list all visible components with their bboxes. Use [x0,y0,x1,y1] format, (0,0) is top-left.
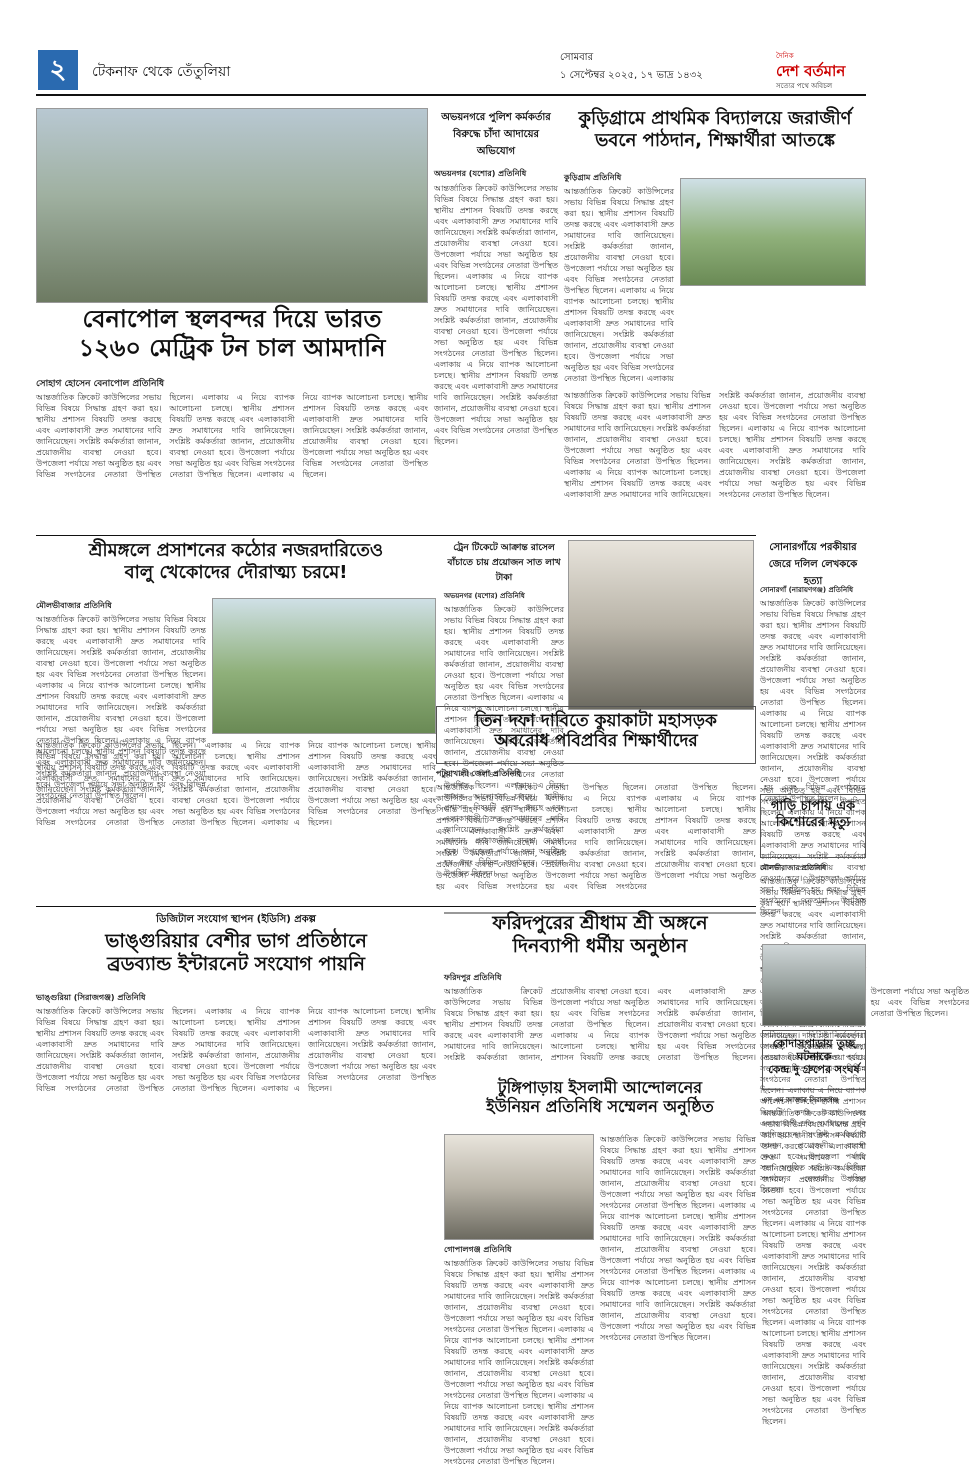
accident-body [760,876,866,936]
kodaspara-photo [762,944,866,1026]
bhangura-byline: ভাঙ্গুরিয়া (সিরাজগঞ্জ) প্রতিনিধি [36,993,146,1002]
tungipara-body-2 [600,1134,756,1362]
benapole-headline-line2: ১২৬০ মেট্রিক টন চাল আমদানি [78,333,386,362]
header-rule [36,94,866,96]
train-body [444,604,564,700]
benapole-headline-line1: বেনাপোল স্থলবন্দর দিয়ে ভারত [82,305,382,333]
kuakata-headline-line2: অবরোধ পবিপ্রবির শিক্ষার্থীদের [494,731,698,752]
srimangal-headline-line2: বালু খেকোদের দৌরাত্ম্য চরমে! [124,561,348,583]
section-title: টেকনাফ থেকে তেঁতুলিয়া [92,64,231,80]
bhangura-headline [36,930,436,986]
srimangal-headline [36,540,436,592]
bhangura-kicker: ডিজিটাল সংযোগ স্থাপন (ইডিসি) প্রকল্প [156,914,316,925]
divider-2 [36,906,756,907]
kuakata-headline-line1: তিন দফা দাবিতে কুয়াকাটা মহাসড়ক [475,711,717,731]
tungipara-headline [444,1078,756,1130]
train-headline: ট্রেন টিকেটে আক্রান্ত রাসেল বাঁচাতে চায় প্রয়োজন সাত লাখ টাকা [447,543,561,583]
kurigram-headline-line2: ভবনে পাঠদান, শিক্ষার্থীরা আতঙ্কে [594,129,836,151]
kurigram-body-1 [564,186,674,386]
benapole-body [36,392,428,532]
divider-1 [36,535,756,536]
bhangura-headline-line1: ভাঙ্গুরিয়ার বেশীর ভাগ প্রতিষ্ঠানে [105,930,367,952]
kuakata-byline: পটুয়াখালী জেলা প্রতিনিধি [436,769,521,778]
sonargaon-headline: সোনারগাঁয়ে পরকীয়ার জেরে দলিল লেখককে হত্যা [768,542,858,587]
police-body [434,183,558,533]
srimangal-body-2 [36,740,436,900]
faridpur-body [444,986,756,1072]
logo-tagline: সত্যের পথে অবিচল [776,82,833,90]
issue-date: ১ সেপ্টেম্বর ২০২৫, ১৭ ভাদ্র ১৪৩২ [560,70,703,81]
srimangal-byline: মৌলভীবাজার প্রতিনিধি [36,601,112,610]
faridpur-headline-line1: ফরিদপুরের শ্রীধাম শ্রী অঙ্গনে [492,912,708,934]
kurigram-body-2 [564,390,866,532]
srimangal-body-1 [36,614,206,734]
train-byline: অভয়নগর (যশোর) প্রতিনিধি [444,592,525,600]
page-number: ২ [38,50,78,90]
tungipara-byline: গোপালগঞ্জ প্রতিনিধি [444,1245,512,1254]
sonargaon-byline: সোনারগাঁ (নারায়ণগঞ্জ) প্রতিনিধি [760,586,854,594]
srimangal-headline-line1: শ্রীমঙ্গলে প্রসাশনের কঠোর নজরদারিতেও [88,540,384,561]
kodaspara-body [762,1108,866,1362]
logo-top: দৈনিক [776,52,794,60]
benapole-byline: সোহাগ হোসেন বেনাপোল প্রতিনিধি [36,379,165,389]
issue-day: সোমবার [560,52,594,63]
kuakata-headline [436,706,756,764]
tungipara-photo [444,1134,594,1240]
benapole-photo [36,108,428,303]
srimangal-photo [212,598,436,734]
kurigram-headline [564,108,866,168]
tungipara-body-1 [444,1258,594,1362]
faridpur-headline-line2: দিনব্যাপী ধর্মীয় অনুষ্ঠান [512,934,688,957]
train-photo [568,540,754,710]
accident-byline: মৌলভীবাজার প্রতিনিধি [760,864,827,872]
tungipara-headline-line2: ইউনিয়ন প্রতিনিধি সম্মেলন অনুষ্ঠিত [486,1097,714,1117]
masthead-logo [776,50,866,90]
sonargaon-body [760,598,866,788]
faridpur-headline [444,912,756,968]
accident-headline: গাড়ি চাপায় এক কিশোরের মৃত্যু [760,794,866,858]
kodaspara-byline: এস এম আক্তার সিরাজগঞ্জ [762,1096,839,1104]
bhangura-headline-line2: ব্রডব্যান্ড ইন্টারনেট সংযোগ পায়নি [107,952,365,975]
tungipara-headline-line1: টুঙ্গিপাড়ায় ইসলামী আন্দোলনের [497,1078,703,1097]
police-byline: অভয়নগর (যশোর) প্রতিনিধি [434,169,527,178]
bhangura-body [36,1006,436,1362]
benapole-headline [36,305,428,371]
logo-name: দেশ বর্তমান [776,62,846,80]
kodaspara-headline-line2: কেন্দ্র দু গ্রুপের সংঘর্ষ [768,1063,860,1077]
kurigram-photo [680,178,866,286]
kurigram-headline-line1: কুড়িগ্রামে প্রাথমিক বিদ্যালয়ে জরাজীর্ণ [578,108,852,129]
kodaspara-headline-line1: কোদাসপাড়ায় তুচ্ছ ঘটনাকে [772,1037,856,1064]
kodaspara-headline [762,1030,866,1090]
faridpur-byline: ফরিদপুর প্রতিনিধি [444,973,502,982]
police-headline: অভয়নগরে পুলিশ কর্মকর্তার বিরুদ্ধে চাঁদা আদায়ের অভিযোগ [441,112,551,157]
kurigram-byline: কুড়িগ্রাম প্রতিনিধি [564,173,622,182]
kuakata-body [436,782,756,900]
